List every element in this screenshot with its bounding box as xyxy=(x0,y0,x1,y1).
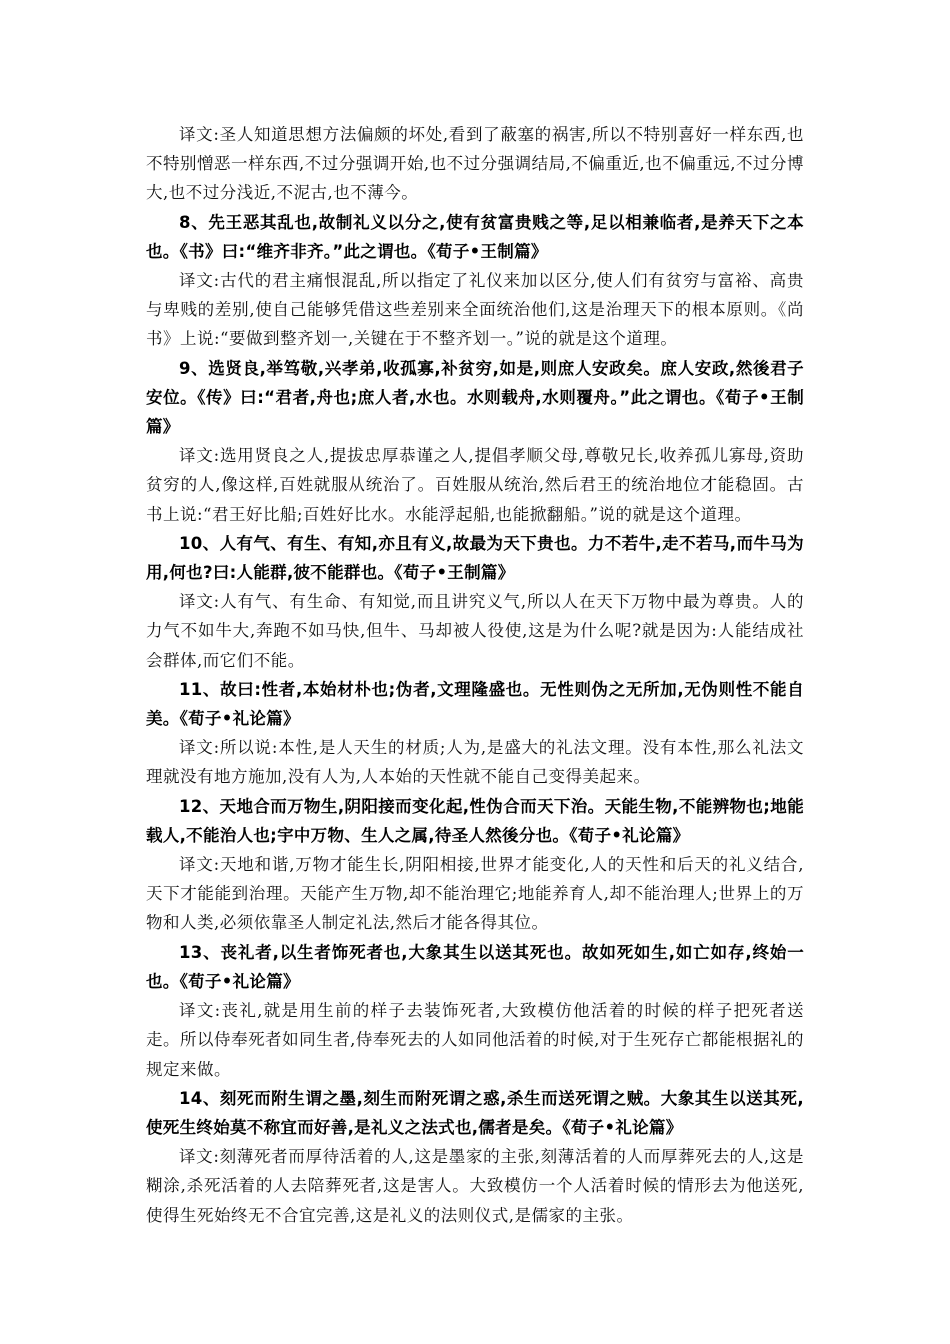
original-text-paragraph-10: 10、人有气、有生、有知,亦且有义,故最为天下贵也。力不若牛,走不若马,而牛马为用,何也?曰:人能群,彼不能群也。《荀子•王制篇》 xyxy=(146,533,804,583)
translation-paragraph-11: 译文:所以说:本性,是人天生的材质;人为,是盛大的礼法文理。没有本性,那么礼法文理就没有地方施加,没有人为,人本始的天性就不能自己变得美起来。 xyxy=(146,738,804,787)
translation-paragraph-8: 译文:古代的君主痛恨混乱,所以指定了礼仪来加以区分,使人们有贫穷与富裕、高贵与卑贱的差别,使自己能够凭借这些差别来全面统治他们,这是治理天下的根本原则。《尚书》上说:“要做到整齐划一,关键在于不整齐划一。”说的就是这个道理。 xyxy=(146,271,804,349)
original-text-paragraph-9: 9、选贤良,举笃敬,兴孝弟,收孤寡,补贫穷,如是,则庶人安政矣。庶人安政,然後君子安位。《传》曰:“君者,舟也;庶人者,水也。水则载舟,水则覆舟。”此之谓也。《荀子•王制篇》 xyxy=(146,358,804,437)
translation-paragraph-9: 译文:选用贤良之人,提拔忠厚恭谨之人,提倡孝顺父母,尊敬兄长,收养孤儿寡母,资助贫穷的人,像这样,百姓就服从统治了。百姓服从统治,然后君王的统治地位才能稳固。古书上说:“君王好比船;百姓好比水。水能浮起船,也能掀翻船。”说的就是这个道理。 xyxy=(146,446,804,524)
original-text-paragraph-13: 13、丧礼者,以生者饰死者也,大象其生以送其死也。故如死如生,如亡如存,终始一也。《荀子•礼论篇》 xyxy=(146,942,804,991)
translation-paragraph-10: 译文:人有气、有生命、有知觉,而且讲究义气,所以人在天下万物中最为尊贵。人的力气不如牛大,奔跑不如马快,但牛、马却被人役使,这是为什么呢?就是因为:人能结成社会群体,而它们不能。 xyxy=(146,592,804,670)
translation-paragraph-14: 译文:刻薄死者而厚待活着的人,这是墨家的主张,刻薄活着的人而厚葬死去的人,这是糊涂,杀死活着的人去陪葬死者,这是害人。大致模仿一个人活着时候的情形去为他送死,使得生死始终无不合宜完善,这是礼义的法则仪式,是儒家的主张。 xyxy=(146,1147,804,1225)
translation-paragraph-12: 译文:天地和谐,万物才能生长,阴阳相接,世界才能变化,人的天性和后天的礼义结合,天下才能能到治理。天能产生万物,却不能治理它;地能养育人,却不能治理人;世界上的万物和人类,必须依靠圣人制定礼法,然后才能各得其位。 xyxy=(146,855,804,933)
translation-paragraph-13: 译文:丧礼,就是用生前的样子去装饰死者,大致模仿他活着的时候的样子把死者送走。所以侍奉死者如同生者,侍奉死去的人如同他活着的时候,对于生死存亡都能根据礼的规定来做。 xyxy=(146,1001,804,1079)
translation-paragraph: 译文:圣人知道思想方法偏颇的坏处,看到了蔽塞的祸害,所以不特别喜好一样东西,也不特别憎恶一样东西,不过分强调开始,也不过分强调结局,不偏重近,也不偏重远,不过分博大,也不过分浅近,不泥古,也不薄今。 xyxy=(146,125,804,203)
original-text-paragraph-11: 11、故曰:性者,本始材朴也;伪者,文理隆盛也。无性则伪之无所加,无伪则性不能自美。《荀子•礼论篇》 xyxy=(146,679,804,729)
original-text-paragraph-14: 14、刻死而附生谓之墨,刻生而附死谓之惑,杀生而送死谓之贼。大象其生以送其死,使死生终始莫不称宜而好善,是礼义之法式也,儒者是矣。《荀子•礼论篇》 xyxy=(146,1088,804,1137)
original-text-paragraph-8: 8、先王恶其乱也,故制礼义以分之,使有贫富贵贱之等,足以相兼临者,是养天下之本也。《书》曰:“维齐非齐。”此之谓也。《荀子•王制篇》 xyxy=(146,212,804,261)
original-text-paragraph-12: 12、天地合而万物生,阴阳接而变化起,性伪合而天下治。天能生物,不能辨物也;地能载人,不能治人也;宇中万物、生人之属,待圣人然後分也。《荀子•礼论篇》 xyxy=(146,796,804,845)
